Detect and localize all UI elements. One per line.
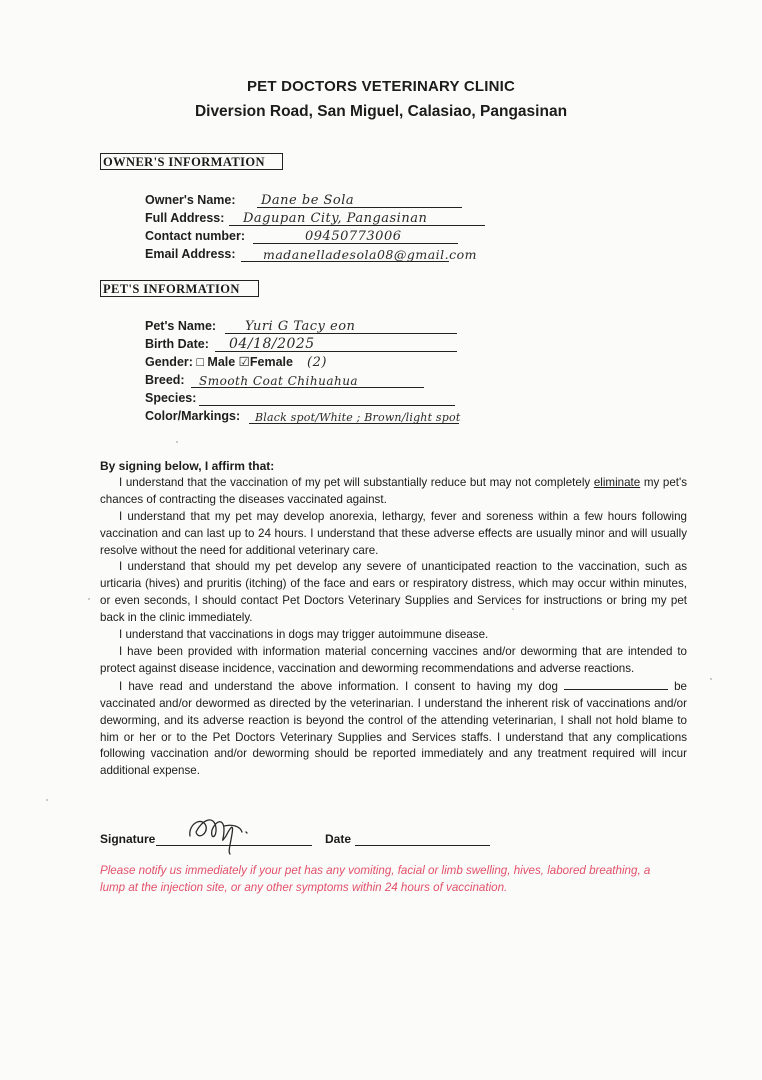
full-address-label: Full Address:	[145, 211, 225, 225]
contact-number-value: 09450773006	[305, 229, 402, 244]
clinic-address: Diversion Road, San Miguel, Calasiao, Pangasinan	[194, 103, 568, 120]
p6-text-b: be vaccinated and/or dewormed as directed by the veterinarian. I understand the inherent risk of vaccinations and/or deworming, and its adverse reaction is beyond the control of the attending veterinarian, I shall not hold blame to him or her or to the Pet Doctors Veterinary Supplies and Services staffs. I understand that any complications following vaccination and/or deworming should be reported immediately and any treatment required will incur additional expense.	[100, 679, 687, 778]
pet-name-field[interactable]	[145, 316, 465, 334]
handwritten-signature	[180, 806, 290, 856]
full-address-field[interactable]	[145, 208, 490, 226]
gender-note: (2)	[307, 355, 327, 370]
pet-name-label: Pet's Name:	[145, 319, 217, 333]
p1-text-b: my pet's chances of contracting the diseases vaccinated against.	[100, 475, 687, 506]
symptom-notice: Please notify us immediately if your pet has any vomiting, facial or limb swelling, hives, labored breathing, a lump at the injection site, or any other symptoms within 24 hours of vaccination.	[100, 864, 651, 894]
breed-field[interactable]	[145, 370, 465, 388]
full-address-value: Dagupan City, Pangasinan	[243, 211, 428, 226]
gender-field[interactable]	[145, 352, 465, 370]
affirmation-paragraph-3: I understand that should my pet develop any severe of unanticipated reaction to the vaccination, such as urticaria (hives) and pruritis (itching) of the face and ears or respiratory distress, which may occur within minutes, or even seconds, I should contact Pet Doctors Veterinary Supplies and Services for instructions or bring my pet back in the clinic immediately.	[100, 560, 687, 625]
pet-name-value: Yuri G Tacy eon	[245, 319, 356, 334]
scan-speck	[88, 598, 90, 600]
email-label: Email Address:	[145, 247, 236, 261]
birth-date-field[interactable]	[145, 334, 465, 352]
breed-label: Breed:	[145, 373, 185, 387]
affirmation-paragraph-2: I understand that my pet may develop anorexia, lethargy, fever and soreness within a few hours following vaccination and can last up to 24 hours. I understand that these adverse effects are usually minor and will usually resolve without the need for additional veterinary care.	[100, 509, 687, 557]
email-field[interactable]	[145, 244, 490, 262]
dog-name-blank[interactable]	[564, 678, 668, 690]
contact-number-field[interactable]	[145, 226, 465, 244]
color-markings-field[interactable]	[145, 406, 505, 424]
email-value: madanelladesola08@gmail.com	[263, 247, 478, 262]
affirmation-block	[100, 458, 687, 780]
owner-section-heading: OWNER'S INFORMATION	[100, 153, 283, 170]
date-line[interactable]	[355, 845, 490, 846]
affirmation-paragraph-1	[100, 475, 687, 509]
owner-name-field[interactable]	[145, 190, 465, 208]
p6-text-a: I have read and understand the above information. I consent to having my dog	[119, 679, 564, 693]
birth-date-value: 04/18/2025	[229, 336, 315, 352]
birth-date-label: Birth Date:	[145, 337, 209, 351]
p1-text-a: I understand that the vaccination of my pet will substantially reduce but may not completely	[119, 475, 594, 489]
date-label: Date	[325, 832, 352, 846]
signature-label: Signature	[100, 832, 156, 846]
affirmation-heading: By signing below, I affirm that:	[100, 459, 275, 473]
scan-speck	[710, 678, 712, 680]
affirmation-paragraph-6	[100, 678, 687, 780]
pet-section-heading: PET'S INFORMATION	[100, 280, 259, 297]
breed-value: Smooth Coat Chihuahua	[199, 374, 359, 388]
signature-row	[100, 826, 500, 848]
color-markings-value: Black spot/White ; Brown/light spot	[255, 411, 461, 424]
species-field[interactable]	[145, 388, 465, 406]
p1-underlined-word: eliminate	[593, 475, 641, 489]
scan-speck	[176, 441, 178, 443]
gender-label: Gender: □ Male ☑Female	[145, 355, 293, 369]
scan-speck	[46, 799, 48, 801]
affirmation-paragraph-5: I have been provided with information material concerning vaccines and/or deworming that are intended to protect against disease incidence, vaccination and deworming recommendations and adverse reactions.	[100, 644, 687, 675]
contact-number-label: Contact number:	[145, 229, 245, 243]
scan-speck	[512, 608, 514, 610]
affirmation-paragraph-4: I understand that vaccinations in dogs may trigger autoimmune disease.	[119, 628, 489, 642]
owner-name-label: Owner's Name:	[145, 193, 236, 207]
clinic-name: PET DOCTORS VETERINARY CLINIC	[246, 78, 516, 95]
species-label: Species:	[145, 391, 197, 405]
color-markings-label: Color/Markings:	[145, 409, 241, 423]
owner-name-value: Dane be Sola	[261, 193, 355, 208]
